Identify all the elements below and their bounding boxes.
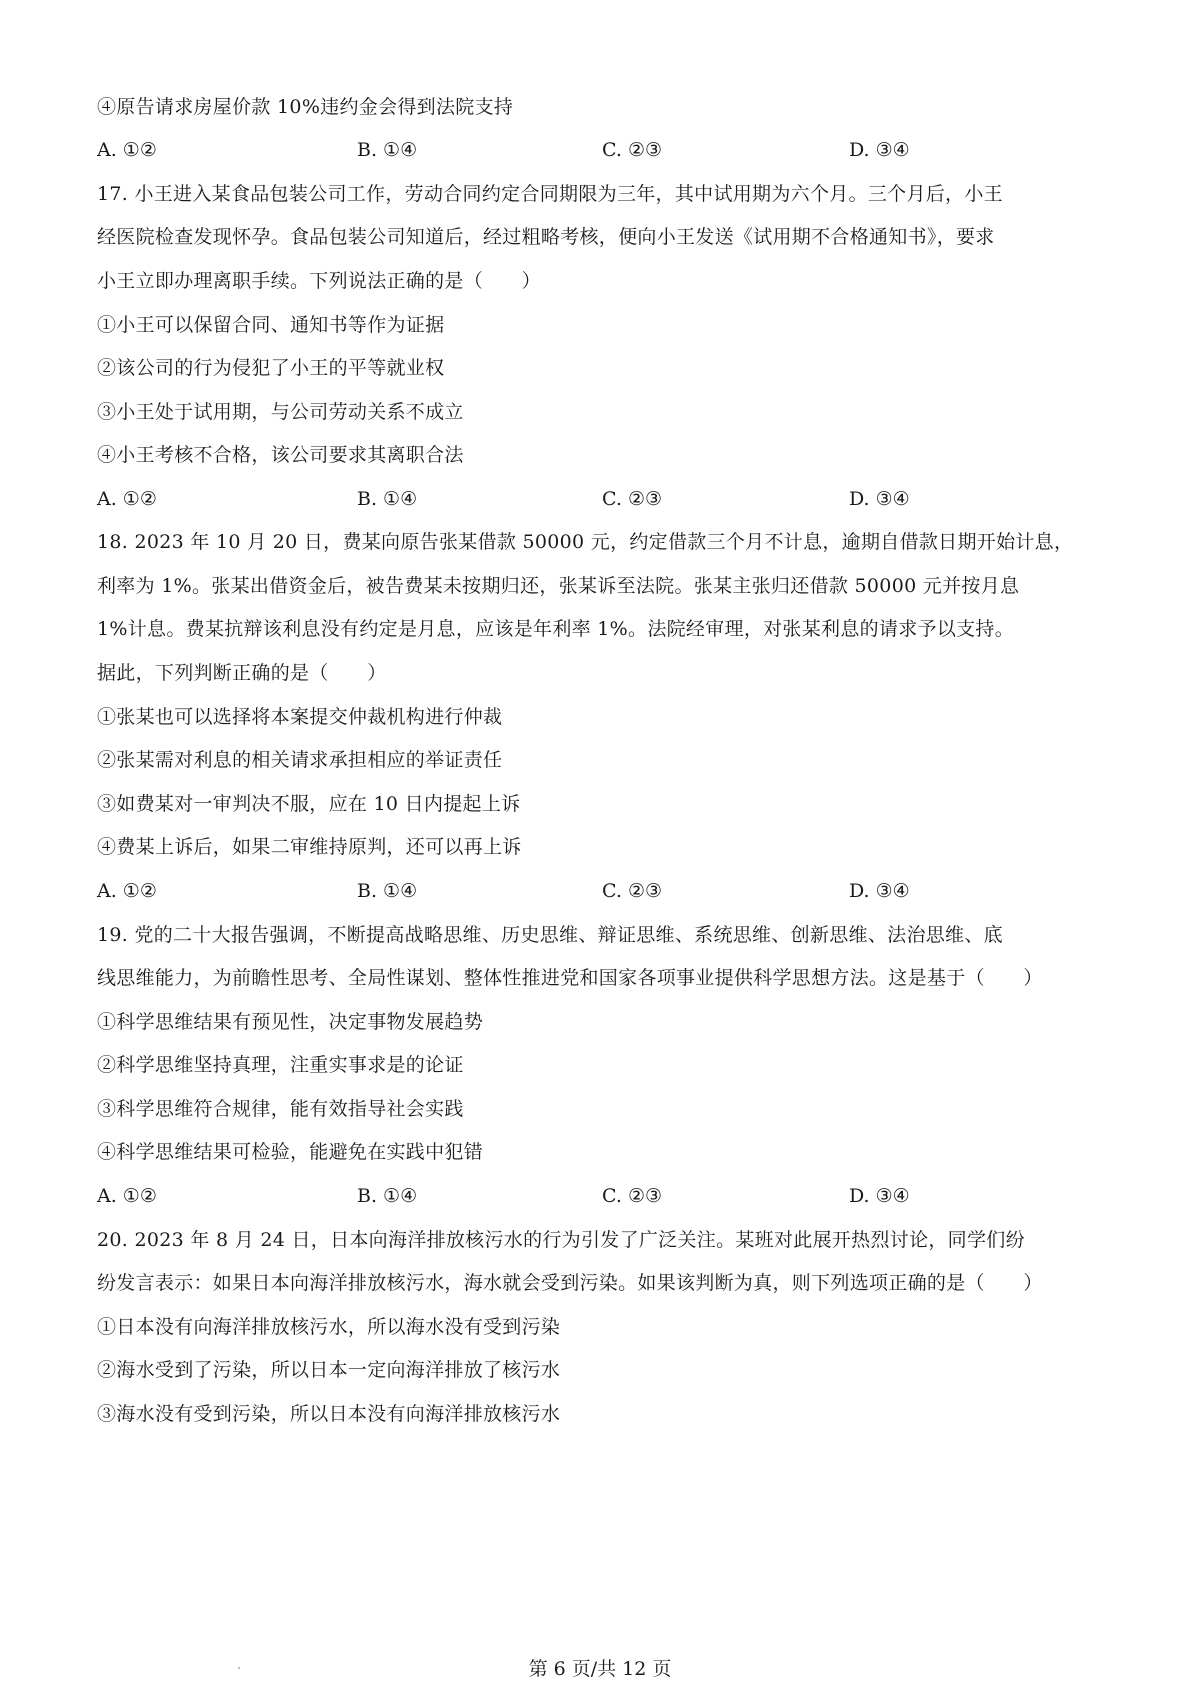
- q17-choices: [97, 486, 1107, 512]
- q19-stem-line-1: 19. 党的二十大报告强调，不断提高战略思维、历史思维、辩证思维、系统思维、创新思维、法治思维、底: [97, 924, 1003, 946]
- q18-stem-line-2: 利率为 1%。张某出借资金后，被告费某未按期归还，张某诉至法院。张某主张归还借款 50000 元并按月息: [97, 575, 1020, 597]
- q20-option-3: ③海水没有受到污染，所以日本没有向海洋排放核污水: [97, 1403, 561, 1425]
- q17-choice-c: C. ②③: [602, 488, 663, 510]
- q17-stem-line-1: 17. 小王进入某食品包装公司工作，劳动合同约定合同期限为三年，其中试用期为六个月。三个月后，小王: [97, 183, 1003, 205]
- q17-option-2: ②该公司的行为侵犯了小王的平等就业权: [97, 357, 445, 379]
- q17-stem-line-2: 经医院检查发现怀孕。食品包装公司知道后，经过粗略考核，便向小王发送《试用期不合格通知书》，要求: [97, 226, 995, 248]
- q18-option-4: ④费某上诉后，如果二审维持原判，还可以再上诉: [97, 836, 522, 858]
- q20-option-1: ①日本没有向海洋排放核污水，所以海水没有受到污染: [97, 1316, 561, 1338]
- q19-stem-line-2: 线思维能力，为前瞻性思考、全局性谋划、整体性推进党和国家各项事业提供科学思想方法。这是基于（ ）: [97, 967, 1043, 989]
- q19-option-1: ①科学思维结果有预见性，决定事物发展趋势: [97, 1011, 484, 1033]
- q16-choice-a: A. ①②: [97, 139, 157, 161]
- q18-choices: [97, 878, 1107, 904]
- q18-option-3: ③如费某对一审判决不服，应在 10 日内提起上诉: [97, 793, 521, 815]
- q18-option-1: ①张某也可以选择将本案提交仲裁机构进行仲裁: [97, 706, 503, 728]
- q18-stem-line-1: 18. 2023 年 10 月 20 日，费某向原告张某借款 50000 元，约定借款三个月不计息，逾期自借款日期开始计息，: [97, 531, 1074, 553]
- q17-choice-a: A. ①②: [97, 488, 157, 510]
- q19-option-2: ②科学思维坚持真理，注重实事求是的论证: [97, 1054, 464, 1076]
- q17-stem-line-3: 小王立即办理离职手续。下列说法正确的是（ ）: [97, 270, 541, 292]
- q17-option-4: ④小王考核不合格，该公司要求其离职合法: [97, 444, 464, 466]
- q16-choice-d: D. ③④: [849, 139, 910, 161]
- q17-option-3: ③小王处于试用期，与公司劳动关系不成立: [97, 401, 464, 423]
- q17-choice-d: D. ③④: [849, 488, 910, 510]
- q16-choices: [97, 137, 1107, 163]
- q20-stem-line-1: 20. 2023 年 8 月 24 日，日本向海洋排放核污水的行为引发了广泛关注。某班对此展开热烈讨论，同学们纷: [97, 1229, 1025, 1251]
- q19-choice-c: C. ②③: [602, 1185, 663, 1207]
- q17-choice-b: B. ①④: [357, 488, 418, 510]
- q16-choice-c: C. ②③: [602, 139, 663, 161]
- q19-choice-a: A. ①②: [97, 1185, 157, 1207]
- q19-option-3: ③科学思维符合规律，能有效指导社会实践: [97, 1098, 464, 1120]
- q19-choices: [97, 1183, 1107, 1209]
- page-number-footer: 第 6 页/共 12 页: [528, 1658, 672, 1680]
- q17-option-1: ①小王可以保留合同、通知书等作为证据: [97, 314, 445, 336]
- q19-option-4: ④科学思维结果可检验，能避免在实践中犯错: [97, 1141, 484, 1163]
- q18-stem-line-3: 1%计息。费某抗辩该利息没有约定是月息，应该是年利率 1%。法院经审理，对张某利息的请求予以支持。: [97, 618, 1015, 640]
- q16-option-4: ④原告请求房屋价款 10%违约金会得到法院支持: [97, 96, 514, 118]
- q20-option-2: ②海水受到了污染，所以日本一定向海洋排放了核污水: [97, 1359, 561, 1381]
- q19-choice-b: B. ①④: [357, 1185, 418, 1207]
- q18-choice-a: A. ①②: [97, 880, 157, 902]
- q20-stem-line-2: 纷发言表示：如果日本向海洋排放核污水，海水就会受到污染。如果该判断为真，则下列选项正确的是（ ）: [97, 1272, 1043, 1294]
- q18-choice-d: D. ③④: [849, 880, 910, 902]
- q18-option-2: ②张某需对利息的相关请求承担相应的举证责任: [97, 749, 503, 771]
- q16-choice-b: B. ①④: [357, 139, 418, 161]
- q18-choice-c: C. ②③: [602, 880, 663, 902]
- q18-choice-b: B. ①④: [357, 880, 418, 902]
- q18-stem-line-4: 据此，下列判断正确的是（ ）: [97, 662, 387, 684]
- q19-choice-d: D. ③④: [849, 1185, 910, 1207]
